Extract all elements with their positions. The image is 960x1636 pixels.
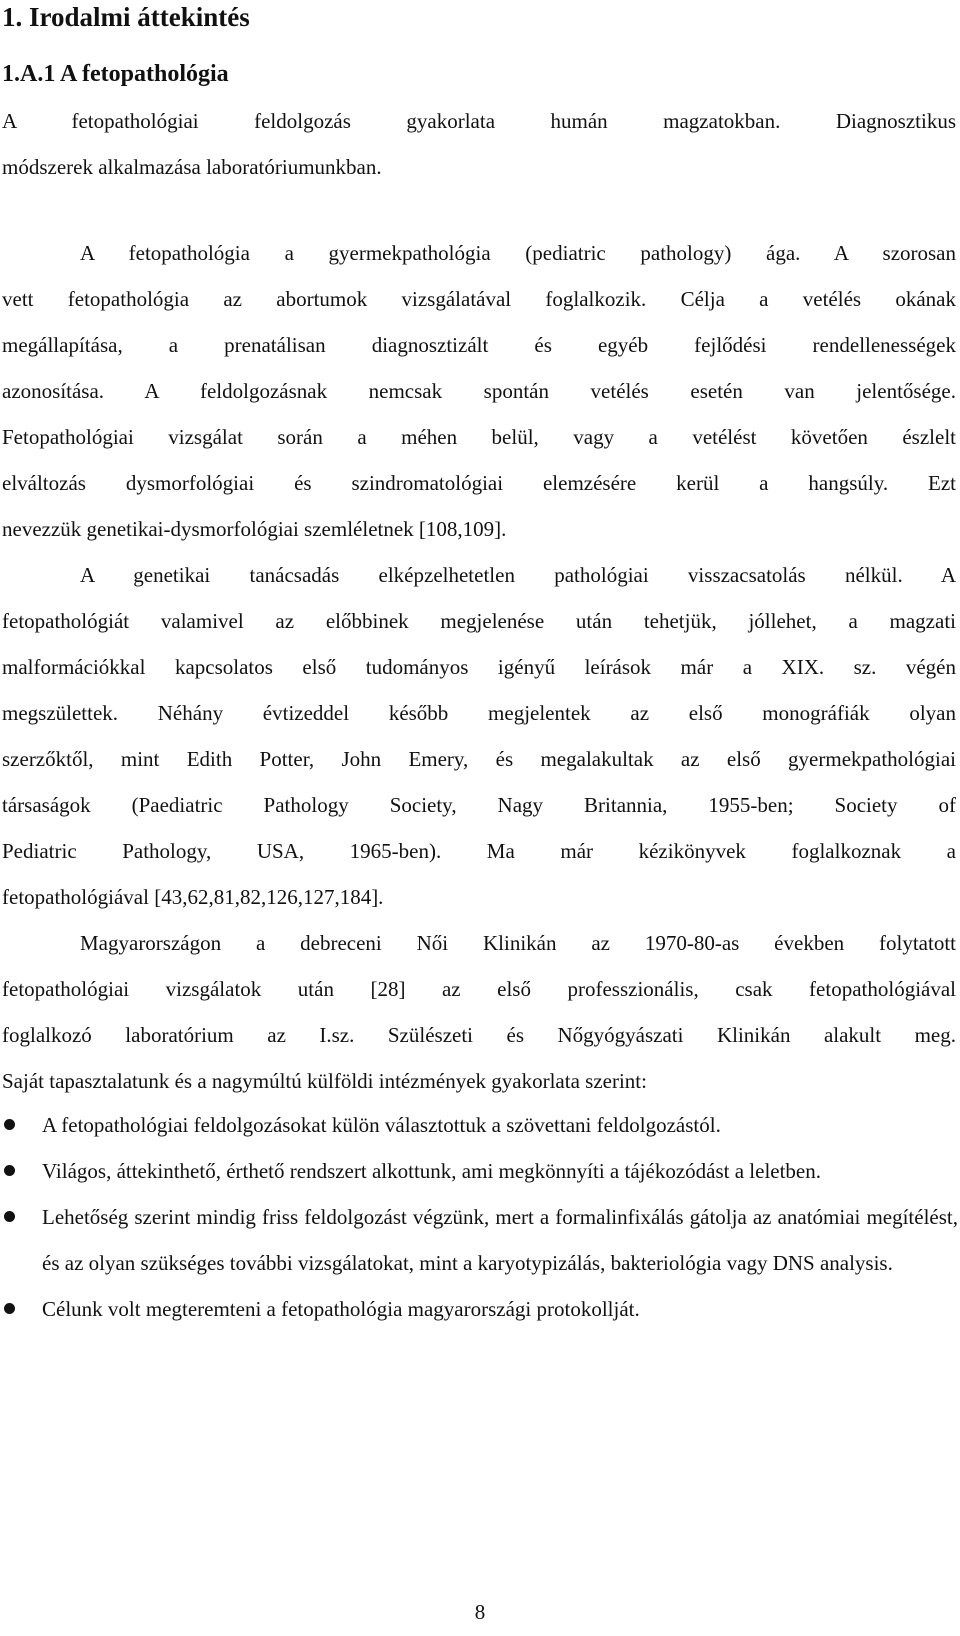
- bullet-dot-icon: [4, 1165, 15, 1176]
- list-item: [0, 1286, 958, 1332]
- list-item: [0, 1148, 958, 1194]
- list-item: [0, 1194, 958, 1286]
- paragraph-line: nevezzük genetikai-dysmorfológiai szemléletnek [108,109].: [2, 517, 507, 541]
- intro-paragraph: [2, 98, 956, 190]
- list-item-text: Világos, áttekinthető, érthető rendszert alkottunk, ami megkönnyíti a tájékozódást a leletben.: [42, 1159, 821, 1183]
- paragraph-line: A fetopathológia a gyermekpathológia (pediatric pathology) ága. A szorosan: [80, 241, 956, 265]
- bullet-dot-icon: [4, 1303, 15, 1314]
- paragraph-line: Fetopathológiai vizsgálat során a méhen belül, vagy a vetélést követően észlelt: [2, 425, 956, 449]
- section-heading: 1.A.1 A fetopathológia: [2, 61, 229, 87]
- paragraph-line: azonosítása. A feldolgozásnak nemcsak spontán vetélés esetén van jelentősége.: [2, 379, 956, 403]
- paragraph-line: foglalkozó laboratórium az I.sz. Szülészeti és Nőgyógyászati Klinikán alakult meg.: [2, 1023, 956, 1047]
- paragraph-line: megállapítása, a prenatálisan diagnosztizált és egyéb fejlődési rendellenességek: [2, 333, 956, 357]
- paragraph-line: fetopathológiát valamivel az előbbinek megjelenése után tehetjük, jóllehet, a magzati: [2, 609, 956, 633]
- paragraph-line: fetopathológiával [43,62,81,82,126,127,184].: [2, 885, 384, 909]
- paragraph-line: Saját tapasztalatunk és a nagymúltú külföldi intézmények gyakorlata szerint:: [2, 1069, 647, 1093]
- list-item-text: A fetopathológiai feldolgozásokat külön választottuk a szövettani feldolgozástól.: [42, 1113, 721, 1137]
- list-item-text: Célunk volt megteremteni a fetopathológia magyarországi protokollját.: [42, 1297, 640, 1321]
- chapter-heading: 1. Irodalmi áttekintés: [2, 2, 250, 32]
- paragraph-line: vett fetopathológia az abortumok vizsgálatával foglalkozik. Célja a vetélés okának: [2, 287, 956, 311]
- list-item-text: Lehetőség szerint mindig friss feldolgozást végzünk, mert a formalinfixálás gátolja az anatómiai megítélést, és az olyan szükséges további vizsgálatokat, mint a karyotypizálás, bakteriológia vagy DNS analysis.: [42, 1205, 958, 1275]
- paragraph-fetopathology-definition: [2, 230, 956, 552]
- bullet-dot-icon: [4, 1119, 15, 1130]
- paragraph-hungary: [2, 920, 956, 1104]
- page-number: 8: [474, 1600, 486, 1624]
- paragraph-line: szerzőktől, mint Edith Potter, John Emery, és megalakultak az első gyermekpathológiai: [2, 747, 956, 771]
- list-item: [0, 1102, 958, 1148]
- bullet-dot-icon: [4, 1211, 15, 1222]
- paragraph-line: társaságok (Paediatric Pathology Society, Nagy Britannia, 1955-ben; Society of: [2, 793, 956, 817]
- paragraph-line: fetopathológiai vizsgálatok után [28] az első professzionális, csak fetopathológiával: [2, 977, 956, 1001]
- paragraph-line: Pediatric Pathology, USA, 1965-ben). Ma már kézikönyvek foglalkoznak a: [2, 839, 956, 863]
- paragraph-line: malformációkkal kapcsolatos első tudományos igényű leírások már a XIX. sz. végén: [2, 655, 956, 679]
- bullet-list: [0, 1102, 958, 1332]
- paragraph-line: Magyarországon a debreceni Női Klinikán az 1970-80-as években folytatott: [80, 931, 956, 955]
- intro-line: A fetopathológiai feldolgozás gyakorlata humán magzatokban. Diagnosztikus: [2, 109, 956, 133]
- intro-line: módszerek alkalmazása laboratóriumunkban.: [2, 155, 382, 179]
- paragraph-history: [2, 552, 956, 920]
- paragraph-line: megszülettek. Néhány évtizeddel később megjelentek az első monográfiák olyan: [2, 701, 956, 725]
- paragraph-line: A genetikai tanácsadás elképzelhetetlen pathológiai visszacsatolás nélkül. A: [80, 563, 956, 587]
- paragraph-line: elváltozás dysmorfológiai és szindromatológiai elemzésére kerül a hangsúly. Ezt: [2, 471, 956, 495]
